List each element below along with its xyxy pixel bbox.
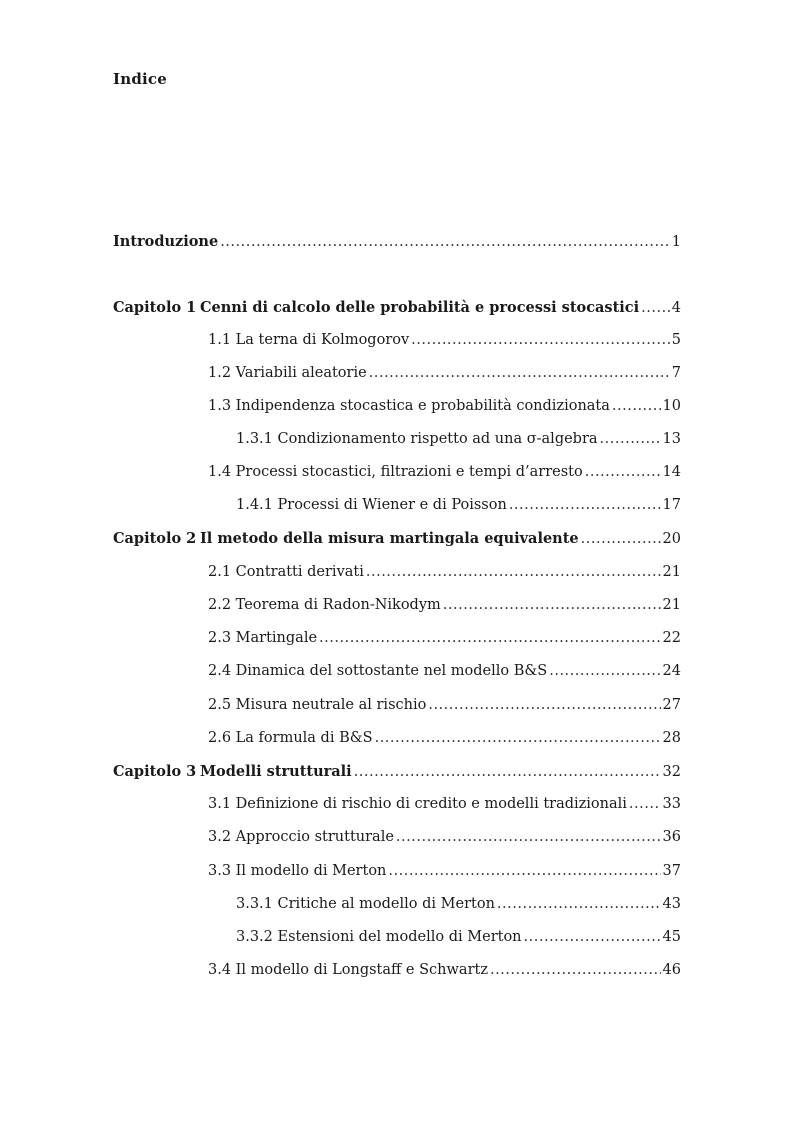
section-title: 2.2 Teorema di Radon-Nikodym: [208, 597, 441, 613]
toc-entry-section[interactable]: [113, 796, 681, 818]
toc-entry-section[interactable]: [113, 697, 681, 719]
chapter-number: Capitolo 3: [113, 763, 197, 780]
toc-entry-chapter-2[interactable]: [113, 530, 681, 552]
section-title: 3.1 Definizione di rischio di credito e modelli tradizionali: [208, 796, 627, 812]
dot-leader: [428, 697, 660, 713]
toc-entry-page: 22: [662, 630, 681, 646]
toc-entry-page: 1: [671, 234, 681, 250]
toc-entry-page: 4: [671, 300, 681, 316]
subsection-title: 1.4.1 Processi di Wiener e di Poisson: [236, 497, 507, 513]
dot-leader: [369, 365, 670, 381]
toc-entry-page: 10: [662, 398, 681, 414]
toc-entry-section[interactable]: [113, 464, 681, 486]
toc-entry-introduzione[interactable]: [113, 233, 681, 255]
chapter-title: Modelli strutturali: [200, 763, 352, 780]
toc-entry-section[interactable]: [113, 564, 681, 586]
dot-leader: [509, 497, 661, 513]
toc-entry-section[interactable]: [113, 630, 681, 652]
section-title: 2.5 Misura neutrale al rischio: [208, 697, 427, 713]
toc-entry-page: 14: [662, 464, 681, 480]
section-title: 3.4 Il modello di Longstaff e Schwartz: [208, 962, 488, 978]
toc-entry-page: 20: [662, 531, 681, 547]
chapter-number: Capitolo 1: [113, 299, 197, 316]
toc-entry-section[interactable]: [113, 365, 681, 387]
toc-entry-section[interactable]: [113, 730, 681, 752]
toc-entry-section[interactable]: [113, 663, 681, 685]
toc-entry-page: 7: [671, 365, 681, 381]
dot-leader: [375, 730, 661, 746]
chapter-number: Capitolo 2: [113, 530, 197, 547]
dot-leader: [497, 896, 661, 912]
dot-leader: [490, 962, 661, 978]
dot-leader: [581, 531, 661, 547]
dot-leader: [366, 564, 661, 580]
subsection-title: 1.3.1 Condizionamento rispetto ad una σ-algebra: [236, 431, 598, 447]
toc-entry-page: 43: [662, 896, 681, 912]
dot-leader: [354, 764, 661, 780]
toc-entry-page: 21: [662, 564, 681, 580]
section-title: 1.3 Indipendenza stocastica e probabilità condizionata: [208, 398, 610, 414]
toc-entry-page: 13: [662, 431, 681, 447]
section-title: 1.2 Variabili aleatorie: [208, 365, 367, 381]
toc-entry-subsection[interactable]: [113, 431, 681, 453]
dot-leader: [388, 863, 660, 879]
dot-leader: [524, 929, 661, 945]
subsection-title: 3.3.1 Critiche al modello di Merton: [236, 896, 495, 912]
section-title: 2.4 Dinamica del sottostante nel modello B&S: [208, 663, 548, 679]
toc-entry-subsection[interactable]: [113, 929, 681, 951]
toc-entry-chapter-3[interactable]: [113, 763, 681, 785]
toc-entry-chapter-1[interactable]: [113, 299, 681, 321]
dot-leader: [319, 630, 661, 646]
subsection-title: 3.3.2 Estensioni del modello di Merton: [236, 929, 522, 945]
section-title: 1.1 La terna di Kolmogorov: [208, 332, 410, 348]
toc-entry-section[interactable]: [113, 962, 681, 984]
toc-entry-page: 28: [662, 730, 681, 746]
dot-leader: [396, 829, 661, 845]
dot-leader: [220, 234, 670, 250]
toc-entry-section[interactable]: [113, 398, 681, 420]
toc-entry-page: 36: [662, 829, 681, 845]
toc-entry-page: 33: [662, 796, 681, 812]
dot-leader: [549, 663, 660, 679]
toc-entry-section[interactable]: [113, 332, 681, 354]
dot-leader: [443, 597, 661, 613]
toc-entry-page: 17: [662, 497, 681, 513]
toc-entry-page: 24: [662, 663, 681, 679]
toc-entry-page: 5: [671, 332, 681, 348]
toc-entry-page: 46: [662, 962, 681, 978]
section-title: 1.4 Processi stocastici, filtrazioni e tempi d’arresto: [208, 464, 583, 480]
dot-leader: [411, 332, 670, 348]
toc-entry-section[interactable]: [113, 863, 681, 885]
section-title: 3.3 Il modello di Merton: [208, 863, 387, 879]
dot-leader: [600, 431, 661, 447]
toc-entry-label: Introduzione: [113, 233, 219, 250]
toc-entry-page: 37: [662, 863, 681, 879]
dot-leader: [629, 796, 661, 812]
page-title: Indice: [113, 70, 167, 88]
dot-leader: [641, 300, 670, 316]
chapter-title: Cenni di calcolo delle probabilità e processi stocastici: [200, 299, 640, 316]
dot-leader: [585, 464, 661, 480]
section-title: 2.1 Contratti derivati: [208, 564, 364, 580]
toc-entry-page: 32: [662, 764, 681, 780]
chapter-title: Il metodo della misura martingala equivalente: [200, 530, 579, 547]
toc-entry-section[interactable]: [113, 829, 681, 851]
toc-entry-page: 27: [662, 697, 681, 713]
toc-entry-page: 45: [662, 929, 681, 945]
section-title: 2.3 Martingale: [208, 630, 318, 646]
toc-entry-subsection[interactable]: [113, 896, 681, 918]
toc-entry-page: 21: [662, 597, 681, 613]
section-title: 2.6 La formula di B&S: [208, 730, 373, 746]
section-title: 3.2 Approccio strutturale: [208, 829, 394, 845]
toc-entry-section[interactable]: [113, 597, 681, 619]
toc-entry-subsection[interactable]: [113, 497, 681, 519]
dot-leader: [612, 398, 661, 414]
